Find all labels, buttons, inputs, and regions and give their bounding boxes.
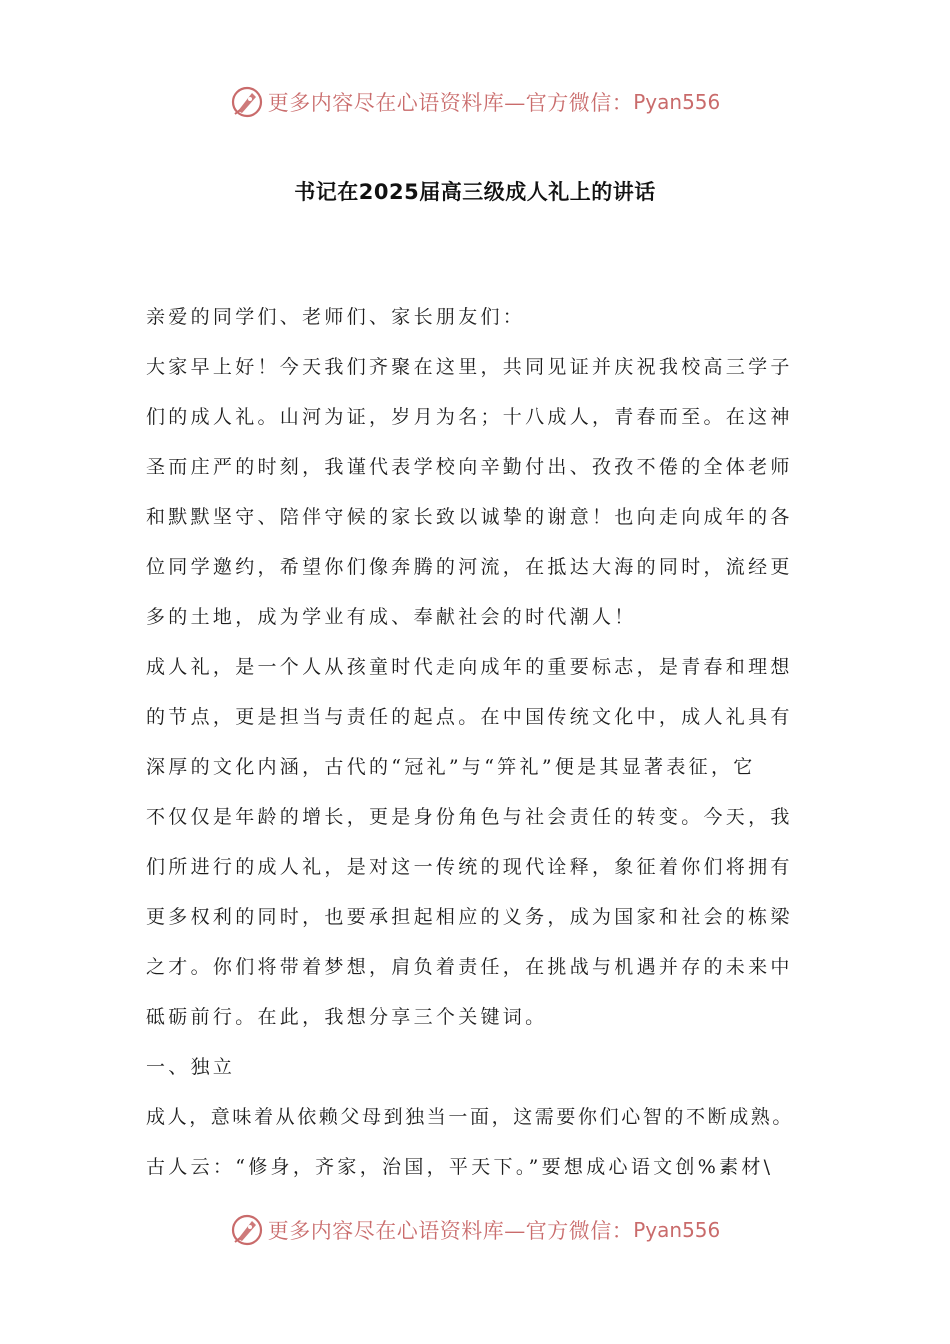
paragraph-line: 古人云：“修身，齐家，治国，平天下。”要想成心语文创%素材\	[146, 1156, 774, 1178]
document-body	[146, 302, 831, 1202]
paragraph-line: 成人，意味着从依赖父母到独当一面，这需要你们心智的不断成熟。	[146, 1106, 795, 1128]
paragraph-line: 之才。你们将带着梦想，肩负着责任，在挑战与机遇并存的未来中	[146, 956, 793, 978]
paragraph-line: 圣而庄严的时刻，我谨代表学校向辛勤付出、孜孜不倦的全体老师	[146, 456, 793, 478]
paragraph-line: 位同学邀约，希望你们像奔腾的河流，在抵达大海的同时，流经更	[146, 556, 793, 578]
paragraph-line: 不仅仅是年龄的增长，更是身份角色与社会责任的转变。今天，我	[146, 806, 793, 828]
pen-nib-logo-icon	[230, 85, 264, 119]
watermark-text: 更多内容尽在心语资料库—官方微信：	[267, 91, 634, 115]
watermark-wechat-id: Pyan556	[633, 1218, 721, 1242]
paragraph-line: 大家早上好！今天我们齐聚在这里，共同见证并庆祝我校高三学子	[146, 356, 793, 378]
paragraph-line: 们的成人礼。山河为证，岁月为名；十八成人，青春而至。在这神	[146, 406, 793, 428]
pen-nib-logo-icon	[230, 1213, 264, 1247]
paragraph-line: 们所进行的成人礼，是对这一传统的现代诠释，象征着你们将拥有	[146, 856, 793, 878]
watermark-banner-top	[0, 82, 950, 122]
paragraph-line: 深厚的文化内涵，古代的“冠礼”与“笄礼”便是其显著表征，它	[146, 756, 756, 778]
paragraph-line: 砥砺前行。在此，我想分享三个关键词。	[146, 1006, 548, 1028]
watermark-text: 更多内容尽在心语资料库—官方微信：	[267, 1219, 634, 1243]
paragraph-line: 多的土地，成为学业有成、奉献社会的时代潮人！	[146, 606, 637, 628]
section-heading: 一、独立	[146, 1056, 236, 1078]
document-title: 书记在2025届高三级成人礼上的讲话	[294, 180, 656, 204]
watermark-banner-bottom	[0, 1210, 950, 1250]
salutation-line: 亲爱的同学们、老师们、家长朋友们：	[146, 306, 526, 328]
paragraph-line: 成人礼，是一个人从孩童时代走向成年的重要标志，是青春和理想	[146, 656, 793, 678]
paragraph-line: 更多权利的同时，也要承担起相应的义务，成为国家和社会的栋梁	[146, 906, 793, 928]
paragraph-line: 的节点，更是担当与责任的起点。在中国传统文化中，成人礼具有	[146, 706, 793, 728]
watermark-wechat-id: Pyan556	[633, 90, 721, 114]
paragraph-line: 和默默坚守、陪伴守候的家长致以诚挚的谢意！也向走向成年的各	[146, 506, 793, 528]
